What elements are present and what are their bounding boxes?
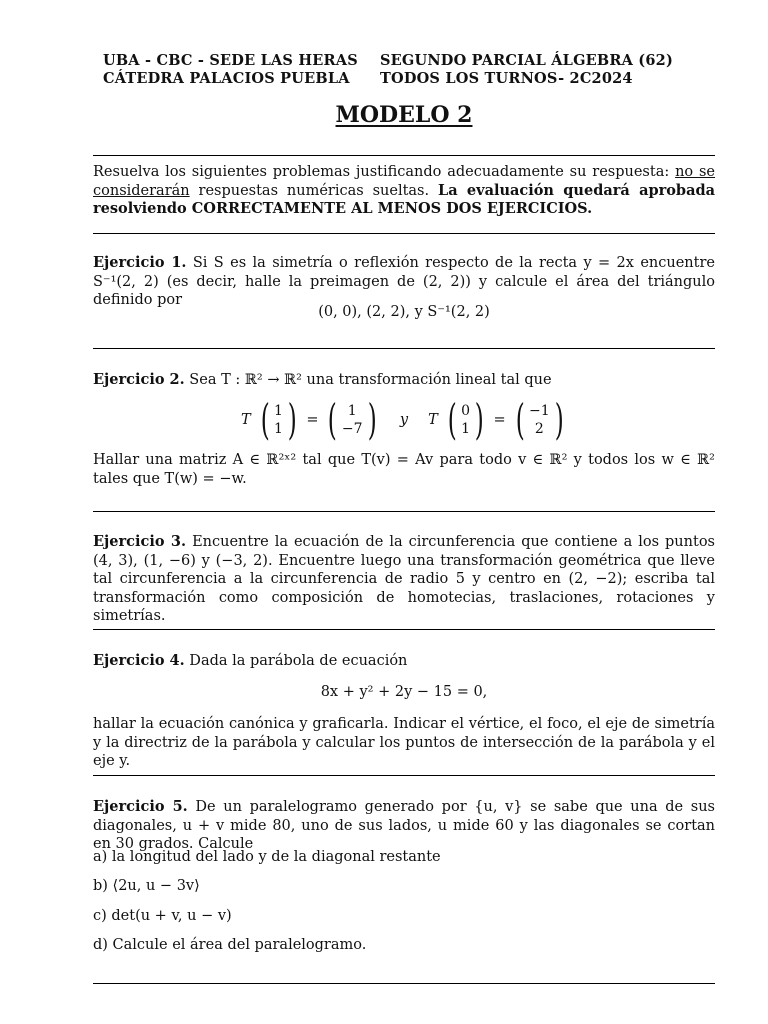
exercise-5-text: De un paralelogramo generado por {u, v} se sabe que una de sus diagonales, u + v mide 80, uno de sus lados, u mide 60 y las diagonales se cortan en 30 grados. Calcule <box>93 799 715 852</box>
instructions-text: Resuelva los siguientes problemas justificando adecuadamente su respuesta: <box>93 164 676 180</box>
vector-e2: ( 0 1 ) <box>447 395 484 444</box>
instructions-underlined: no se considerarán <box>93 164 716 199</box>
divider <box>93 775 715 776</box>
instructions <box>93 163 715 219</box>
exercise-3-text: Encuentre la ecuación de la circunferencia que contiene a los puntos (4, 3), (1, −6) y (−3, 2). Encuentre luego una transformación geométrica que lleve tal circunferencia a la circunferencia de radio 5 y centro en (2, −2); escriba tal transformación como composición de homotecias, traslaciones, rotaciones y simetrías. <box>93 534 715 624</box>
divider <box>93 155 715 156</box>
page-title: MODELO 2 <box>335 102 473 128</box>
connector: y <box>399 412 409 428</box>
exercise-4-question: hallar la ecuación canónica y graficarla. Indicar el vértice, el foco, el eje de simetría y la directriz de la parábola y calcular los puntos de intersección de la parábola y el eje y. <box>93 716 715 769</box>
divider <box>93 983 715 984</box>
exercise-2 <box>93 371 715 390</box>
header-catedra: CÁTEDRA PALACIOS PUEBLA <box>103 70 350 87</box>
exercise-4-label: Ejercicio 4. <box>93 652 185 669</box>
exercise-5-label: Ejercicio 5. <box>93 798 188 815</box>
exercise-4 <box>93 652 715 671</box>
vector-image-2: ( −1 2 ) <box>515 395 564 444</box>
vector-e1: ( 1 1 ) <box>260 395 297 444</box>
exercise-3 <box>93 533 715 626</box>
exercise-1-label: Ejercicio 1. <box>93 254 187 271</box>
list-item: a) la longitud del lado y de la diagonal restante <box>93 849 441 865</box>
exercise-2-question: Hallar una matriz A ∈ ℝ²ˣ² tal que T(v) = Av para todo v ∈ ℝ² y todos los w ∈ ℝ² tales que T(w) = −w. <box>93 452 715 487</box>
exercise-2-label: Ejercicio 2. <box>93 371 185 388</box>
divider <box>93 511 715 512</box>
header-university: UBA - CBC - SEDE LAS HERAS <box>103 52 358 69</box>
list-item: c) det(u + v, u − v) <box>93 908 232 924</box>
exercise-4-equation: 8x + y² + 2y − 15 = 0, <box>320 684 488 700</box>
divider <box>93 233 715 234</box>
exercise-4-text: Dada la parábola de ecuación <box>184 653 408 669</box>
exercise-1-text: Si S es la simetría o reflexión respecto de la recta y = 2x encuentre S⁻¹(2, 2) (es decir, halle la preimagen de (2, 2)) y calcule el área del triángulo definido por <box>93 255 715 308</box>
header-right <box>380 52 673 88</box>
vector-image-1: ( 1 −7 ) <box>328 395 377 444</box>
exercise-5 <box>93 798 715 854</box>
exercise-1-display: (0, 0), (2, 2), y S⁻¹(2, 2) <box>318 304 490 320</box>
exercise-1 <box>93 254 715 310</box>
header-exam-name: SEGUNDO PARCIAL ÁLGEBRA (62) <box>380 52 674 69</box>
divider <box>93 348 715 349</box>
list-item: d) Calcule el área del paralelogramo. <box>93 937 367 953</box>
list-item: b) ⟨2u, u − 3v⟩ <box>93 878 200 894</box>
header-left <box>103 52 358 88</box>
header-turnos: TODOS LOS TURNOS- 2C2024 <box>380 70 633 87</box>
instructions-text-2: respuestas numéricas sueltas. <box>189 182 438 199</box>
exercise-2-text: Sea T : ℝ² → ℝ² una transformación lineal tal que <box>184 372 552 388</box>
instructions-bold: La evaluación quedará aprobada resolviendo CORRECTAMENTE AL MENOS DOS EJERCICIOS. <box>93 181 716 217</box>
exercise-2-equations: T ( 1 1 ) = ( 1 −7 ) y T ( 0 1 ) = ( −1 2 ) <box>93 398 715 442</box>
exercise-3-label: Ejercicio 3. <box>93 533 187 550</box>
divider <box>93 629 715 630</box>
